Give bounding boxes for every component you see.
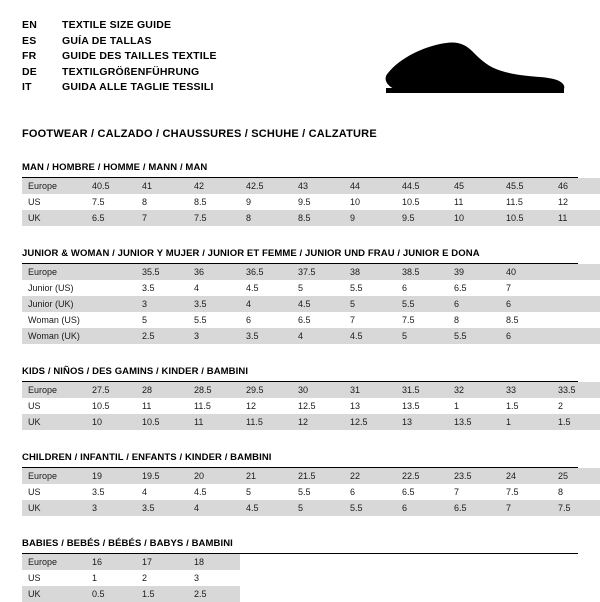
cell: 8 [240, 210, 292, 226]
cell: 1.5 [136, 586, 188, 602]
table-row [22, 554, 600, 570]
cell: 4 [188, 500, 240, 516]
cell: 13 [344, 398, 396, 414]
cell: 6.5 [396, 484, 448, 500]
cell: 2 [552, 398, 600, 414]
cell: 36.5 [240, 264, 292, 280]
cell: 10.5 [136, 414, 188, 430]
cell: 5 [344, 296, 396, 312]
cell: 30 [292, 382, 344, 398]
language-code: DE [22, 65, 37, 78]
cell: 1.5 [552, 414, 600, 430]
table-row [22, 210, 600, 226]
cell [552, 312, 600, 328]
row-label: UK [22, 500, 86, 516]
row-label: Europe [22, 178, 86, 194]
language-title-list [22, 18, 217, 96]
table-row [22, 414, 600, 430]
group-title: JUNIOR & WOMAN / JUNIOR Y MUJER / JUNIOR ET FEMME / JUNIOR UND FRAU / JUNIOR E DONA [22, 248, 578, 264]
cell: 13.5 [448, 414, 500, 430]
cell [552, 280, 600, 296]
cell [292, 570, 344, 586]
cell: 6.5 [448, 500, 500, 516]
cell: 13 [396, 414, 448, 430]
cell: 31 [344, 382, 396, 398]
row-label: Europe [22, 264, 86, 280]
cell: 7.5 [86, 194, 136, 210]
cell: 5 [292, 280, 344, 296]
cell: 5 [136, 312, 188, 328]
cell: 44 [344, 178, 396, 194]
cell [552, 570, 600, 586]
cell: 44.5 [396, 178, 448, 194]
cell: 40 [500, 264, 552, 280]
cell [344, 570, 396, 586]
cell: 40.5 [86, 178, 136, 194]
cell: 24 [500, 468, 552, 484]
cell: 39 [448, 264, 500, 280]
cell: 33 [500, 382, 552, 398]
cell: 33.5 [552, 382, 600, 398]
language-row [22, 65, 217, 81]
cell: 3.5 [86, 484, 136, 500]
row-label: Woman (UK) [22, 328, 86, 344]
cell: 1 [500, 414, 552, 430]
language-title: GUIDA ALLE TAGLIE TESSILI [62, 81, 214, 93]
cell: 3.5 [136, 500, 188, 516]
cell: 3 [188, 328, 240, 344]
cell: 41 [136, 178, 188, 194]
cell: 6.5 [86, 210, 136, 226]
row-label: Woman (US) [22, 312, 86, 328]
cell [552, 264, 600, 280]
cell: 32 [448, 382, 500, 398]
cell: 10.5 [396, 194, 448, 210]
cell: 5.5 [344, 280, 396, 296]
cell: 5 [396, 328, 448, 344]
cell: 7.5 [396, 312, 448, 328]
cell: 9 [240, 194, 292, 210]
cell: 8 [448, 312, 500, 328]
row-label: Europe [22, 382, 86, 398]
row-label: UK [22, 414, 86, 430]
cell: 7.5 [552, 500, 600, 516]
row-label: Europe [22, 468, 86, 484]
table-row [22, 468, 600, 484]
cell: 6 [396, 280, 448, 296]
language-row [22, 80, 217, 96]
cell: 12 [240, 398, 292, 414]
cell: 5.5 [344, 500, 396, 516]
table-row [22, 484, 600, 500]
table-row [22, 280, 600, 296]
cell [396, 554, 448, 570]
cell: 10 [448, 210, 500, 226]
cell [240, 554, 292, 570]
cell: 18 [188, 554, 240, 570]
cell [344, 554, 396, 570]
language-row [22, 34, 217, 50]
cell: 31.5 [396, 382, 448, 398]
size-table [22, 264, 600, 344]
cell: 9.5 [292, 194, 344, 210]
row-label: UK [22, 210, 86, 226]
cell: 2.5 [136, 328, 188, 344]
cell: 3 [136, 296, 188, 312]
cell: 3.5 [136, 280, 188, 296]
group-children [22, 452, 578, 516]
cell: 22 [344, 468, 396, 484]
cell: 12 [292, 414, 344, 430]
cell: 5.5 [448, 328, 500, 344]
language-title: TEXTILGRÖßENFÜHRUNG [62, 65, 200, 78]
cell: 11.5 [240, 414, 292, 430]
cell: 28 [136, 382, 188, 398]
language-code: IT [22, 81, 32, 93]
size-table [22, 554, 600, 602]
cell: 11 [448, 194, 500, 210]
cell: 35.5 [136, 264, 188, 280]
group-title: CHILDREN / INFANTIL / ENFANTS / KINDER / BAMBINI [22, 452, 578, 468]
cell: 5 [292, 500, 344, 516]
cell: 1 [448, 398, 500, 414]
language-row [22, 18, 217, 34]
group-babies [22, 538, 578, 602]
size-table [22, 178, 600, 226]
cell: 8.5 [188, 194, 240, 210]
cell: 6 [448, 296, 500, 312]
page-title: FOOTWEAR / CALZADO / CHAUSSURES / SCHUHE / CALZATURE [22, 128, 377, 140]
cell: 4.5 [240, 280, 292, 296]
language-title: GUIDE DES TAILLES TEXTILE [62, 50, 217, 62]
size-table [22, 468, 600, 516]
cell: 13.5 [396, 398, 448, 414]
cell [396, 570, 448, 586]
cell: 7 [344, 312, 396, 328]
cell: 2 [136, 570, 188, 586]
cell: 19.5 [136, 468, 188, 484]
cell: 42.5 [240, 178, 292, 194]
cell: 4 [136, 484, 188, 500]
cell: 12.5 [344, 414, 396, 430]
cell: 11.5 [500, 194, 552, 210]
cell: 6 [500, 328, 552, 344]
cell [448, 570, 500, 586]
cell: 21 [240, 468, 292, 484]
cell: 10.5 [86, 398, 136, 414]
language-code: FR [22, 50, 37, 62]
cell: 8.5 [292, 210, 344, 226]
cell: 45.5 [500, 178, 552, 194]
language-code: EN [22, 19, 37, 31]
cell: 8 [552, 484, 600, 500]
cell: 5.5 [292, 484, 344, 500]
cell: 4.5 [292, 296, 344, 312]
cell: 22.5 [396, 468, 448, 484]
cell: 7.5 [500, 484, 552, 500]
cell: 0.5 [86, 586, 136, 602]
group-title: BABIES / BEBÉS / BÉBÉS / BABYS / BAMBINI [22, 538, 578, 554]
cell: 6.5 [292, 312, 344, 328]
cell: 10 [344, 194, 396, 210]
cell: 4 [292, 328, 344, 344]
table-row [22, 312, 600, 328]
cell: 12 [552, 194, 600, 210]
cell: 6 [240, 312, 292, 328]
cell: 5.5 [396, 296, 448, 312]
cell: 6 [344, 484, 396, 500]
row-label: Europe [22, 554, 86, 570]
group-title: KIDS / NIÑOS / DES GAMINS / KINDER / BAMBINI [22, 366, 578, 382]
cell [86, 328, 136, 344]
cell: 10.5 [500, 210, 552, 226]
cell: 16 [86, 554, 136, 570]
cell [448, 554, 500, 570]
row-label: US [22, 398, 86, 414]
cell [240, 570, 292, 586]
cell: 1.5 [500, 398, 552, 414]
cell: 4 [188, 280, 240, 296]
cell: 29.5 [240, 382, 292, 398]
cell: 23.5 [448, 468, 500, 484]
cell [552, 328, 600, 344]
cell: 37.5 [292, 264, 344, 280]
cell: 11 [552, 210, 600, 226]
group-junior-woman [22, 248, 578, 344]
cell: 11.5 [188, 398, 240, 414]
cell [86, 280, 136, 296]
row-label: US [22, 484, 86, 500]
cell: 7 [500, 280, 552, 296]
cell: 3 [188, 570, 240, 586]
cell: 2.5 [188, 586, 240, 602]
table-row [22, 178, 600, 194]
cell: 5.5 [188, 312, 240, 328]
table-row [22, 382, 600, 398]
table-row [22, 570, 600, 586]
cell: 28.5 [188, 382, 240, 398]
language-title: TEXTILE SIZE GUIDE [62, 19, 172, 31]
cell [552, 554, 600, 570]
cell [86, 264, 136, 280]
cell: 6.5 [448, 280, 500, 296]
row-label: Junior (UK) [22, 296, 86, 312]
table-row [22, 328, 600, 344]
row-label: UK [22, 586, 86, 602]
cell: 7.5 [188, 210, 240, 226]
cell: 43 [292, 178, 344, 194]
cell: 9.5 [396, 210, 448, 226]
dress-shoe-icon [380, 32, 570, 102]
cell: 38.5 [396, 264, 448, 280]
table-row [22, 194, 600, 210]
row-label: Junior (US) [22, 280, 86, 296]
size-table [22, 382, 600, 430]
cell: 1 [86, 570, 136, 586]
group-kids [22, 366, 578, 430]
cell: 42 [188, 178, 240, 194]
cell: 3 [86, 500, 136, 516]
cell: 46 [552, 178, 600, 194]
cell: 27.5 [86, 382, 136, 398]
page-header [22, 18, 578, 110]
cell: 38 [344, 264, 396, 280]
group-title: MAN / HOMBRE / HOMME / MANN / MAN [22, 162, 578, 178]
cell: 3.5 [240, 328, 292, 344]
cell [292, 554, 344, 570]
cell [500, 570, 552, 586]
cell: 45 [448, 178, 500, 194]
table-row [22, 398, 600, 414]
cell: 3.5 [188, 296, 240, 312]
language-title: GUÍA DE TALLAS [62, 34, 152, 47]
group-man [22, 162, 578, 226]
language-code: ES [22, 34, 37, 47]
language-row [22, 49, 217, 65]
cell [86, 296, 136, 312]
cell: 4.5 [188, 484, 240, 500]
cell [552, 296, 600, 312]
cell: 6 [500, 296, 552, 312]
cell: 11 [188, 414, 240, 430]
table-row [22, 296, 600, 312]
cell: 4 [240, 296, 292, 312]
cell: 8.5 [500, 312, 552, 328]
cell: 9 [344, 210, 396, 226]
cell: 7 [136, 210, 188, 226]
cell: 5 [240, 484, 292, 500]
cell: 21.5 [292, 468, 344, 484]
table-row [22, 500, 600, 516]
cell: 4.5 [240, 500, 292, 516]
cell: 4.5 [344, 328, 396, 344]
cell: 6 [396, 500, 448, 516]
cell: 11 [136, 398, 188, 414]
cell: 20 [188, 468, 240, 484]
cell: 17 [136, 554, 188, 570]
cell: 25 [552, 468, 600, 484]
cell: 8 [136, 194, 188, 210]
row-label: US [22, 570, 86, 586]
cell [500, 554, 552, 570]
cell: 7 [448, 484, 500, 500]
cell: 19 [86, 468, 136, 484]
cell: 36 [188, 264, 240, 280]
cell: 10 [86, 414, 136, 430]
row-label: US [22, 194, 86, 210]
cell: 12.5 [292, 398, 344, 414]
cell: 7 [500, 500, 552, 516]
cell [86, 312, 136, 328]
table-row [22, 264, 600, 280]
